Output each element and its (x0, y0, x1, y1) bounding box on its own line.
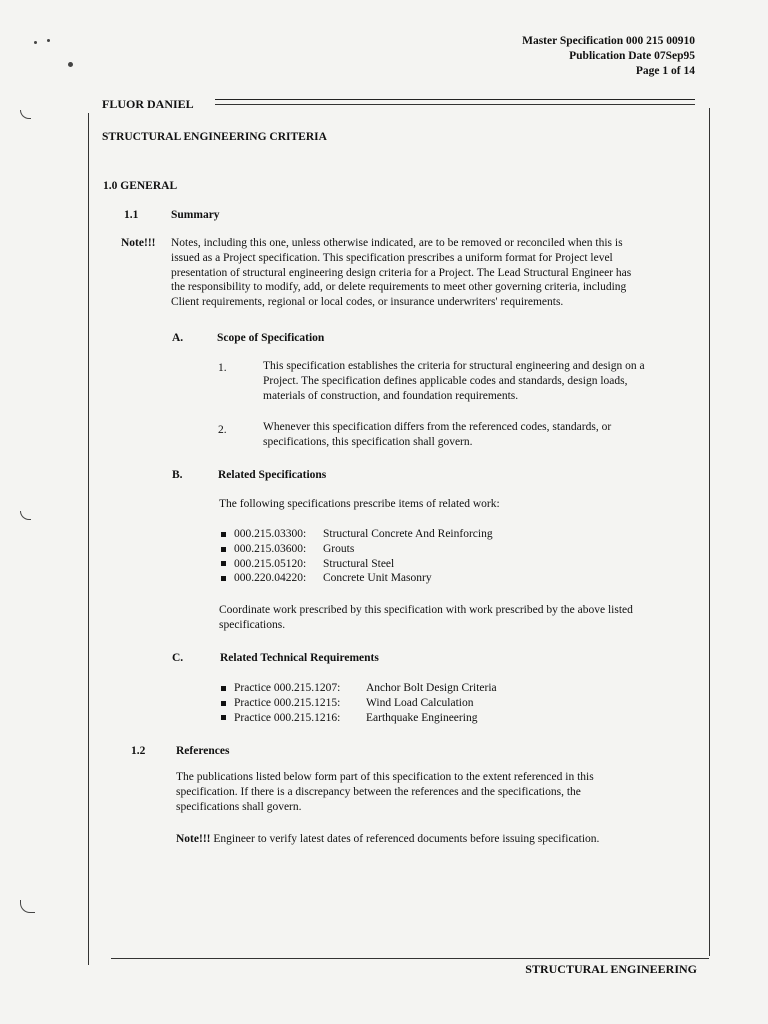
spec-code: 000.215.05120: (234, 557, 307, 570)
item-letter: C. (172, 652, 184, 664)
header-rule (215, 104, 695, 105)
item-heading: Related Technical Requirements (220, 652, 379, 664)
note-line: Notes, including this one, unless otherwise indicated, are to be removed or reconciled when this is (171, 237, 623, 249)
spec-title: Grouts (323, 542, 355, 555)
list-item (221, 542, 493, 557)
spec-title: Structural Concrete And Reinforcing (323, 528, 493, 540)
subsection-label: Summary (171, 209, 220, 221)
footer-title: STRUCTURAL ENGINEERING (525, 962, 697, 976)
scan-speck (68, 62, 73, 67)
company-name: FLUOR DANIEL (102, 97, 194, 111)
publication-date: Publication Date 07Sep95 (569, 50, 695, 62)
bullet-icon (221, 686, 226, 691)
paragraph: The following specifications prescribe items of related work: (219, 498, 500, 510)
item-letter: B. (172, 469, 183, 481)
list-number: 2. (218, 424, 227, 436)
note-text: Engineer to verify latest dates of referenced documents before issuing specification. (213, 833, 600, 845)
page-number: Page 1 of 14 (635, 65, 695, 77)
note-line: the responsibility to modify, add, or delete requirements to meet other governing criteria, including (171, 281, 627, 294)
margin-line-right (709, 108, 710, 956)
paragraph-line: specification. If there is a discrepancy between the references and the specifications, the (176, 785, 581, 798)
item-heading: Related Specifications (218, 469, 327, 481)
note-paragraph (171, 236, 631, 310)
paragraph-line: The publications listed below form part of this specification to the extent referenced in this (176, 771, 594, 783)
list-line: Whenever this specification differs from the referenced codes, standards, or (263, 421, 612, 433)
section-label: GENERAL (120, 180, 178, 192)
section-heading-general (103, 179, 177, 194)
paragraph (219, 603, 633, 633)
bullet-icon (221, 715, 226, 720)
binder-hole-mark (20, 110, 31, 119)
paragraph-line: specifications shall govern. (176, 800, 302, 813)
scan-speck (34, 41, 37, 44)
note-line: presentation of structural engineering design criteria for a Project. The Lead Structural Engineer has (171, 266, 632, 279)
list-line: Project. The specification defines applicable codes and standards, design loads, (263, 374, 628, 387)
item-heading: Scope of Specification (217, 332, 325, 344)
list-item (221, 557, 493, 572)
bullet-icon (221, 547, 226, 552)
subsection-number: 1.2 (131, 745, 146, 757)
practice-title: Anchor Bolt Design Criteria (366, 682, 497, 694)
list-item (221, 527, 493, 542)
bullet-icon (221, 561, 226, 566)
practice-code: Practice 000.215.1215: (234, 696, 341, 709)
list-line: specifications, this specification shall govern. (263, 435, 473, 448)
list-item (221, 696, 497, 711)
list-number: 1. (218, 362, 227, 374)
item-letter: A. (172, 332, 184, 344)
spec-title: Concrete Unit Masonry (323, 572, 432, 585)
bullet-icon (221, 532, 226, 537)
bullet-icon (221, 701, 226, 706)
list-item (263, 420, 611, 450)
spec-code: 000.215.03600: (234, 542, 307, 555)
note-label: Note!!! (176, 833, 211, 845)
list-item (221, 711, 497, 726)
practice-title: Earthquake Engineering (366, 711, 478, 724)
margin-line-left (88, 113, 89, 965)
spec-title: Structural Steel (323, 557, 395, 570)
list-line: materials of construction, and foundation requirements. (263, 389, 519, 402)
subsection-number: 1.1 (124, 209, 139, 221)
note-label: Note!!! (121, 237, 156, 249)
bullet-list (221, 681, 497, 725)
note-line: Client requirements, regional or local codes, or insurance underwriters' requirements. (171, 296, 564, 309)
note-line: issued as a Project specification. This specification prescribes a uniform format for Project level (171, 251, 613, 264)
document-header (522, 34, 695, 79)
section-number: 1.0 (103, 180, 118, 192)
list-item (263, 359, 645, 403)
bullet-list (221, 527, 493, 586)
practice-code: Practice 000.215.1207: (234, 682, 341, 694)
list-line: This specification establishes the criteria for structural engineering and design on a (263, 360, 645, 372)
scan-speck (47, 39, 50, 42)
binder-hole-mark (20, 900, 35, 913)
practice-title: Wind Load Calculation (366, 696, 474, 709)
reference-note (176, 832, 599, 847)
list-item (221, 681, 497, 696)
spec-code: 000.215.03300: (234, 528, 307, 540)
subsection-label: References (176, 745, 230, 757)
document-title: STRUCTURAL ENGINEERING CRITERIA (102, 131, 327, 143)
paragraph (176, 770, 594, 814)
spec-code: 000.220.04220: (234, 572, 307, 585)
bullet-icon (221, 576, 226, 581)
footer-rule (111, 958, 709, 959)
spec-number: Master Specification 000 215 00910 (522, 35, 695, 47)
header-rule (215, 99, 695, 100)
list-item (221, 571, 493, 586)
practice-code: Practice 000.215.1216: (234, 711, 341, 724)
paragraph-line: Coordinate work prescribed by this specification with work prescribed by the above listed (219, 604, 633, 616)
binder-hole-mark (20, 511, 31, 520)
paragraph-line: specifications. (219, 618, 286, 631)
